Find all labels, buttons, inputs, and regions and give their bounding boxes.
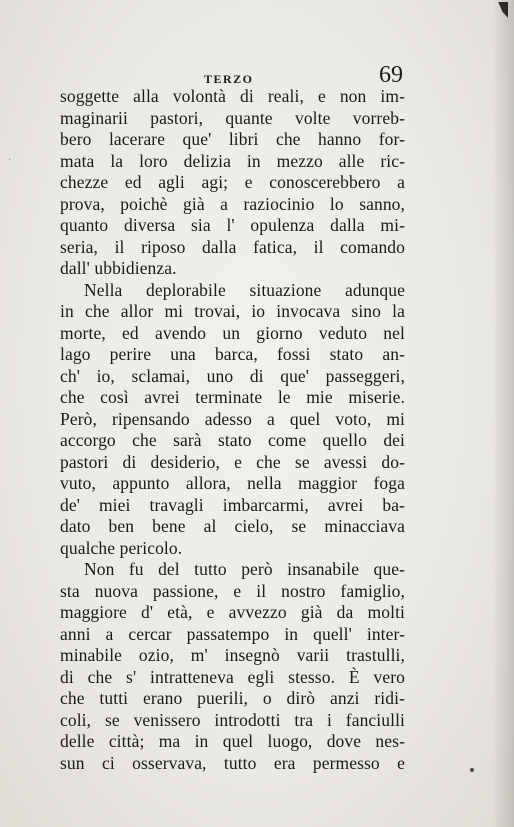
text-line: maginarii pastori, quante volte vorreb- — [60, 107, 405, 128]
text-line: coli, se venissero introdotti tra i fanciulli — [60, 709, 405, 730]
text-line: minabile ozio, m' insegnò varii trastulli, — [60, 645, 405, 665]
text-line: Però, ripensando adesso a quel voto, mi — [60, 408, 405, 429]
text-line: mata la loro delizia in mezzo alle ric- — [60, 150, 405, 171]
text-line: prova, poichè già a raziocinio lo sanno, — [60, 193, 405, 214]
text-line: chezze ed agli agi; e conoscerebbero a — [60, 172, 405, 192]
ink-speck — [470, 768, 474, 772]
paragraph-start-line: Non fu del tutto però insanabile que- — [84, 559, 405, 579]
page-corner-mark — [494, 2, 508, 18]
text-line: in che allor mi trovai, io invocava sino la — [60, 301, 405, 321]
margin-speck: · — [8, 155, 12, 166]
text-line: di che s' intratteneva egli stesso. È vero — [60, 666, 405, 687]
text-line: anni a cercar passatempo in quell' inter- — [60, 623, 405, 644]
text-line: soggette alla volontà di reali, e non im- — [60, 86, 405, 106]
text-line: che tutti erano puerili, o dirò anzi ridi- — [60, 688, 405, 708]
text-line: ch' io, sclamai, uno di que' passeggeri, — [60, 365, 405, 386]
text-line: dato ben bene al cielo, se minacciava — [60, 516, 405, 536]
text-line: de' miei travagli imbarcarmi, avrei ba- — [60, 494, 405, 515]
text-line: bero lacerare que' libri che hanno for- — [60, 129, 405, 149]
text-line: seria, il riposo dalla fatica, il comando — [60, 236, 405, 257]
text-line: maggiore d' età, e avvezzo già da molti — [60, 602, 405, 622]
text-line: dall' ubbidienza. — [60, 258, 177, 278]
text-line: lago perire una barca, fossi stato an- — [60, 344, 405, 364]
text-line: sun ci osservava, tutto era permesso e — [60, 752, 405, 773]
text-line: che così avrei terminate le mie miserie. — [60, 387, 405, 407]
body-text — [60, 86, 405, 774]
text-line: sta nuova passione, e il nostro famiglio, — [60, 580, 405, 601]
text-line: qualche pericolo. — [60, 537, 183, 558]
text-line: quanto diversa sia l' opulenza dalla mi- — [60, 215, 405, 235]
page-number: 69 — [379, 62, 403, 88]
text-line: accorgo che sarà stato come quello dei — [60, 430, 405, 450]
paragraph-start-line: Nella deplorabile situazione adunque — [84, 279, 405, 300]
text-line: pastori di desiderio, e che se avessi do- — [60, 451, 405, 472]
running-head: TERZO — [204, 72, 254, 86]
text-line: vuto, appunto allora, nella maggior foga — [60, 473, 405, 493]
text-line: morte, ed avendo un giorno veduto nel — [60, 322, 405, 343]
text-line: delle città; ma in quel luogo, dove nes- — [60, 731, 405, 751]
